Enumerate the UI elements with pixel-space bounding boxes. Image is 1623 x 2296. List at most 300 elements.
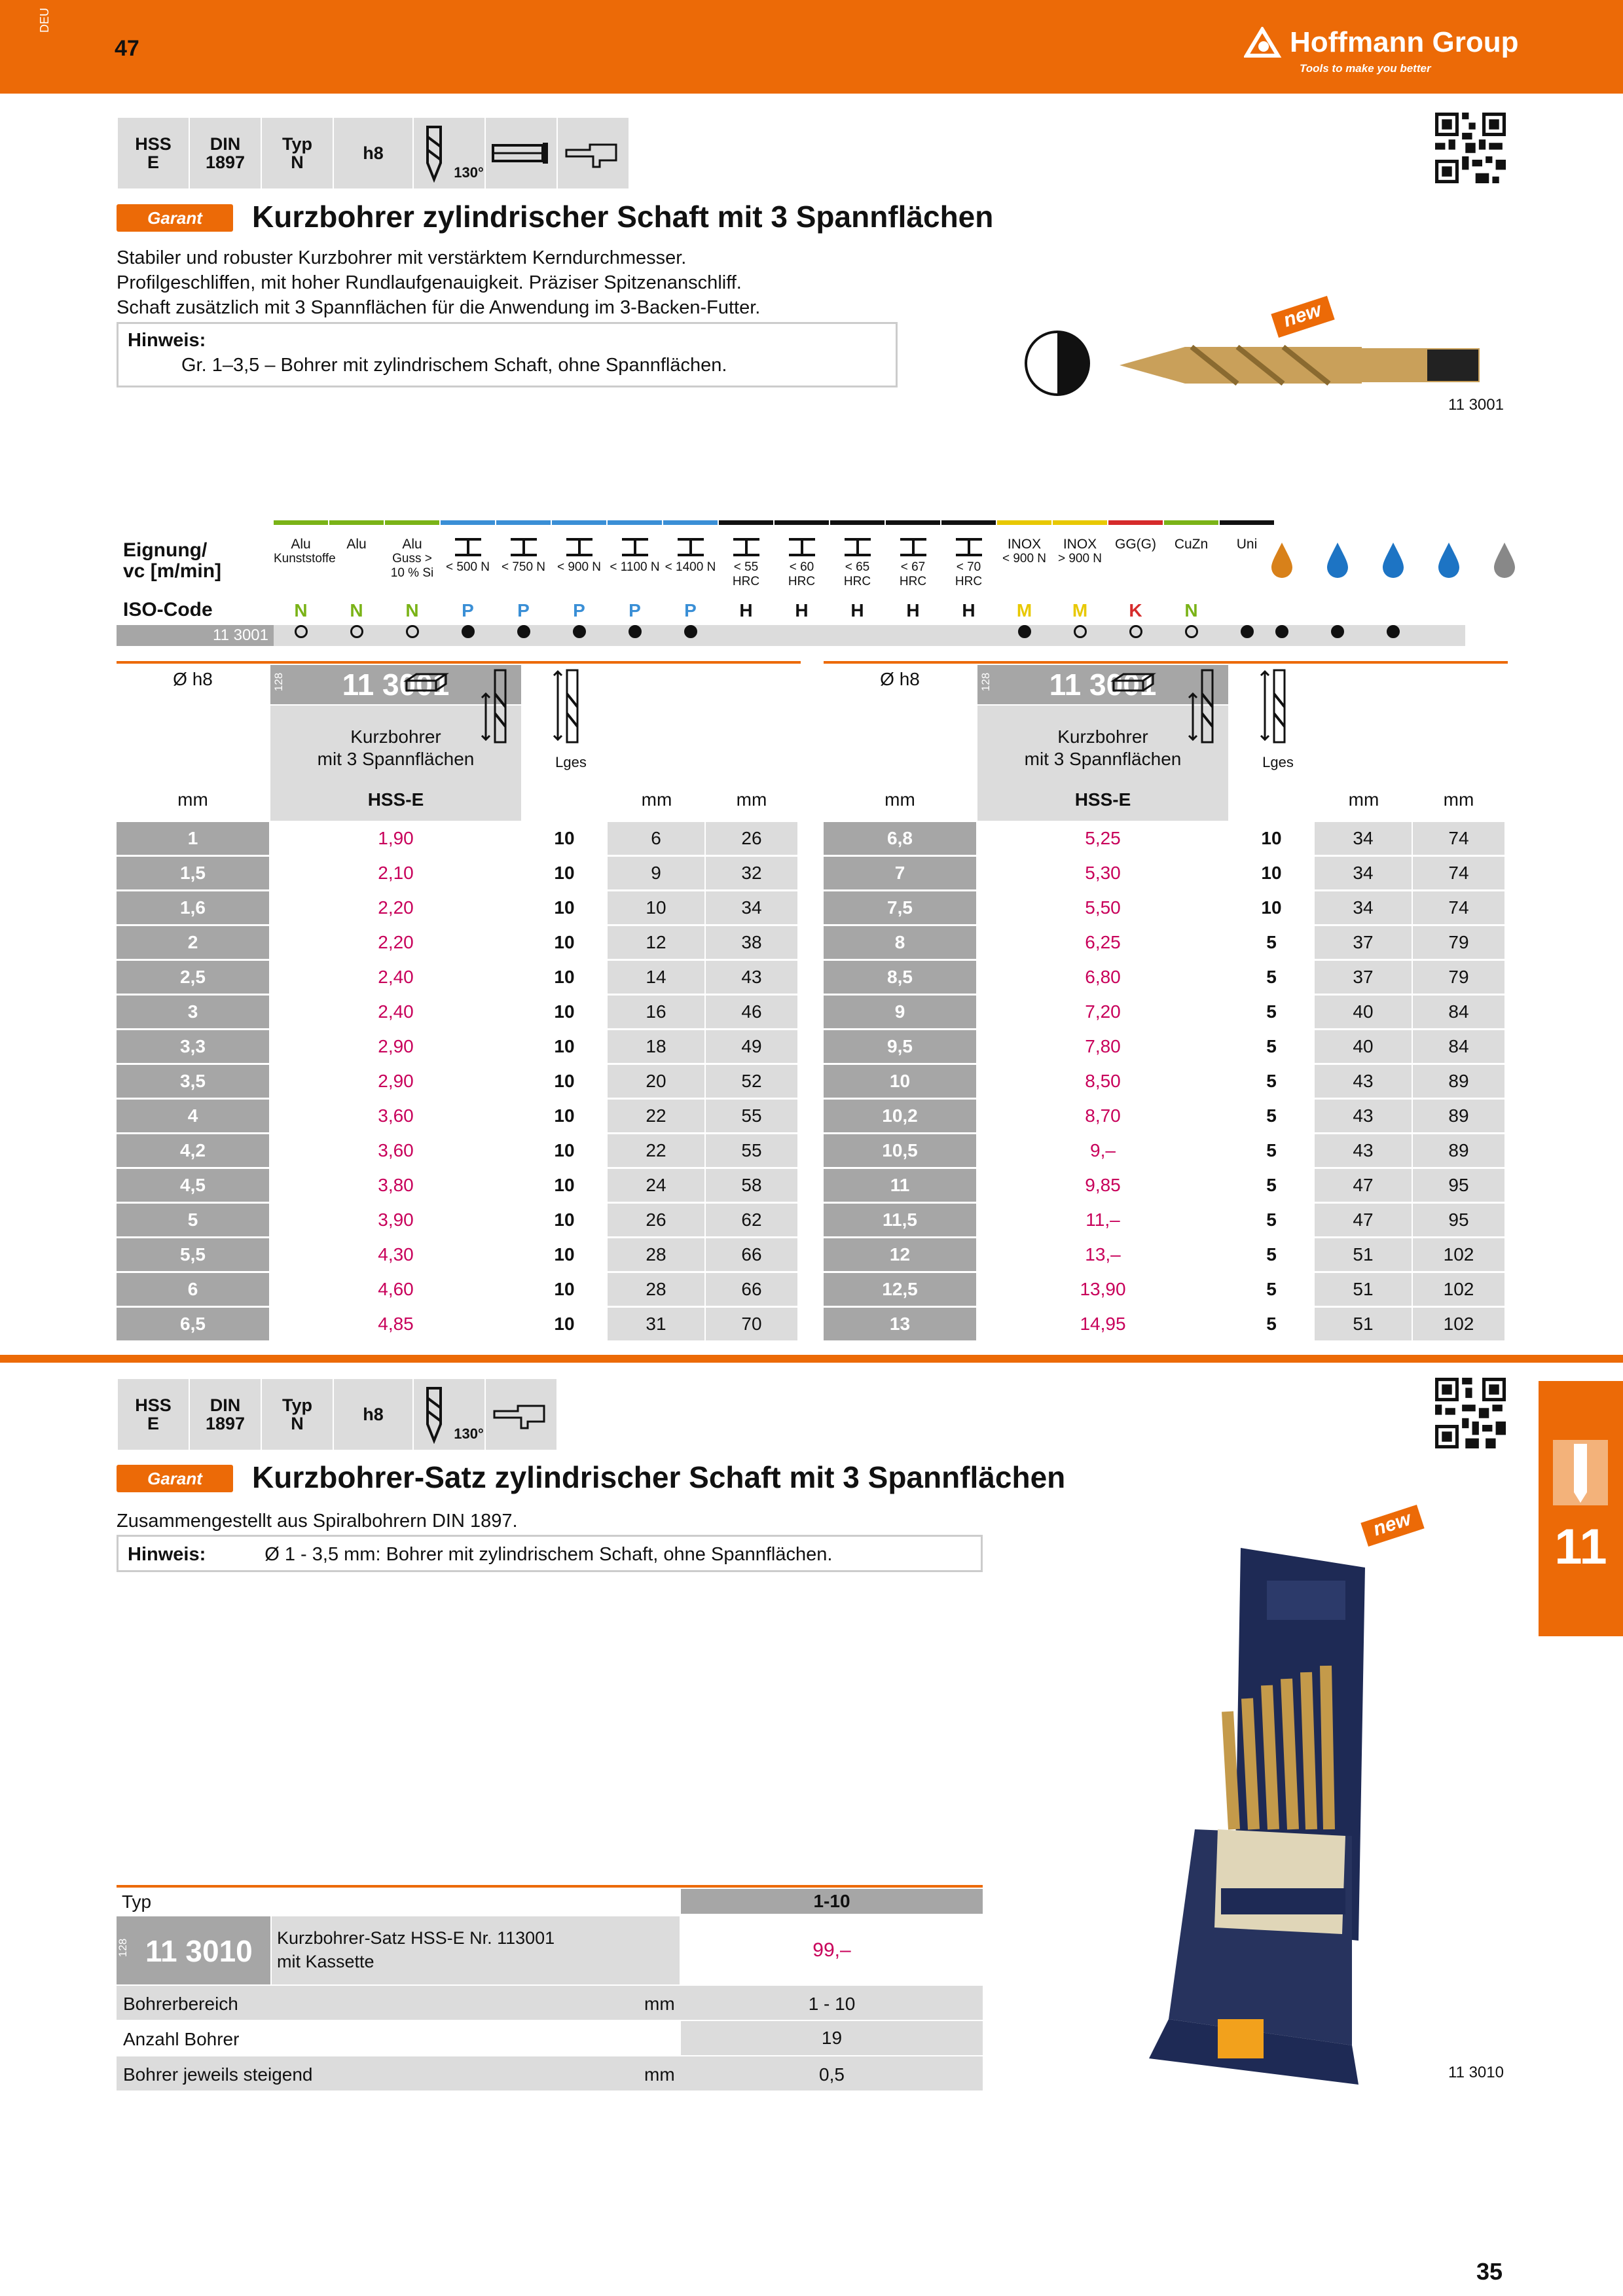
spec-label: Bohrer jeweils steigend: [123, 2064, 313, 2085]
note-label: Hinweis:: [128, 1544, 206, 1565]
pack-qty-cell: 10: [522, 1308, 606, 1340]
flute-length-cell: 10: [608, 891, 704, 924]
suitability-dot: [406, 625, 419, 638]
material-top: Uni: [1236, 537, 1258, 552]
diameter-header: Ø h8: [880, 669, 920, 689]
total-length-cell: 34: [706, 891, 797, 924]
price-cell: 7,80: [977, 1030, 1228, 1063]
material-color-bar: [608, 520, 662, 525]
diameter-cell: 10,5: [824, 1134, 976, 1167]
pack-qty-cell: 10: [522, 1134, 606, 1167]
new-badge: new: [1360, 1505, 1424, 1547]
material-label: [941, 537, 996, 589]
diameter-cell: 4,2: [117, 1134, 269, 1167]
spec-unit: mm: [644, 1994, 675, 2014]
suitability-column: [385, 520, 439, 646]
suitability-dot: [462, 625, 475, 638]
price-cell: 2,90: [270, 1065, 521, 1098]
pack-qty-cell: 5: [1230, 1273, 1313, 1306]
pack-qty-cell: 10: [522, 891, 606, 924]
suitability-article: 11 3001: [117, 625, 274, 646]
flute-length-cell: 34: [1315, 891, 1412, 924]
pack-qty-cell: 10: [522, 1065, 606, 1098]
material-label: [608, 537, 662, 575]
total-length-cell: 74: [1413, 857, 1504, 889]
pack-qty-cell: 5: [1230, 1238, 1313, 1271]
material-sub: Guss > 10 % Si: [390, 552, 434, 580]
drill-set-case-image: [1142, 1548, 1391, 2098]
suitability-dot: [295, 625, 308, 638]
material-label: [385, 537, 439, 581]
pack-qty-cell: 10: [522, 996, 606, 1028]
flute-length-cell: 43: [1315, 1065, 1412, 1098]
desc-line1: Kurzbohrer: [1057, 726, 1148, 747]
description-line: Profilgeschliffen, mit hoher Rundlaufgenauigkeit. Präziser Spitzenanschliff.: [117, 272, 742, 293]
material-color-bar: [941, 520, 996, 525]
flute-length-cell: 51: [1315, 1238, 1412, 1271]
dry-icon: [1436, 540, 1462, 579]
chapter-tab[interactable]: [1539, 1381, 1623, 1636]
din-icon: [189, 117, 262, 190]
iso-code: N: [405, 600, 419, 620]
unit-flute: mm: [641, 789, 672, 810]
image-caption: 11 3001: [1448, 396, 1504, 414]
material-label: [830, 537, 884, 589]
material-label: [1164, 537, 1218, 552]
total-length-cell: 102: [1413, 1273, 1504, 1306]
iso-code-label: ISO-Code: [123, 599, 213, 620]
product1-title: Kurzbohrer zylindrischer Schaft mit 3 Spannflächen: [252, 200, 994, 234]
steel-beam-icon: [843, 537, 872, 557]
set-spec-row: [117, 2021, 983, 2055]
suitability-dot: [1241, 625, 1254, 638]
point-angle-icon: [412, 1378, 486, 1451]
water-drop-icon: [1324, 540, 1351, 579]
total-length-cell: 74: [1413, 891, 1504, 924]
note-text: Gr. 1–3,5 – Bohrer mit zylindrischem Schaft, ohne Spannflächen.: [181, 355, 727, 376]
din-label: DIN 1897: [205, 134, 246, 172]
material-sub: < 1100 N: [610, 560, 660, 574]
suitability-dot: [1074, 625, 1087, 638]
total-length-cell: 84: [1413, 1030, 1504, 1063]
suitability-dot: [517, 625, 530, 638]
diameter-cell: 5: [117, 1204, 269, 1236]
material-top: Alu: [402, 537, 422, 552]
product2-note-box: [117, 1535, 983, 1572]
pack-qty-cell: 10: [522, 1238, 606, 1271]
set-table-type-row: [117, 1889, 983, 1914]
brand-name: Hoffmann Group: [1290, 26, 1519, 58]
pack-qty-cell: 10: [522, 1030, 606, 1063]
point-angle-label: 130°: [454, 1426, 484, 1442]
price-cell: 13,–: [977, 1238, 1228, 1271]
typ-icon: [261, 117, 334, 190]
suitability-column: [1164, 520, 1218, 646]
material-top: Alu: [346, 537, 367, 552]
price-cell: 7,20: [977, 996, 1228, 1028]
tolerance-label: h8: [363, 143, 384, 163]
flute-length-cell: 24: [608, 1169, 704, 1202]
suitability-dot: [1387, 625, 1400, 638]
description-line: Stabiler und robuster Kurzbohrer mit verstärktem Kerndurchmesser.: [117, 247, 687, 268]
article-number: 11 3010: [145, 1934, 253, 1968]
pack-qty-cell: 5: [1230, 1134, 1313, 1167]
pack-qty-cell: 10: [1230, 857, 1313, 889]
material-label: [775, 537, 829, 589]
material-label: [496, 537, 551, 575]
price-cell: 2,40: [270, 996, 521, 1028]
package-quantity-icon: [403, 668, 449, 746]
code-small: 128: [117, 1938, 130, 1958]
unit-material: HSS-E: [367, 789, 424, 810]
price-cell: 14,95: [977, 1308, 1228, 1340]
suitability-dot: [350, 625, 363, 638]
set-price: 99,–: [812, 1939, 851, 1961]
suitability-column: [441, 520, 495, 646]
price-cell: 3,90: [270, 1204, 521, 1236]
material-label: [886, 537, 940, 589]
price-cell: 5,50: [977, 891, 1228, 924]
diameter-cell: 8,5: [824, 961, 976, 994]
steel-beam-icon: [788, 537, 816, 557]
product1-description: [117, 245, 760, 320]
suitability-dot: [629, 625, 642, 638]
steel-beam-icon: [676, 537, 705, 557]
diameter-cell: 2,5: [117, 961, 269, 994]
set-desc-line1: Kurzbohrer-Satz HSS-E Nr. 113001: [277, 1928, 555, 1948]
material-sub: < 1400 N: [665, 560, 716, 574]
price-cell: 9,85: [977, 1169, 1228, 1202]
total-length-cell: 84: [1413, 996, 1504, 1028]
total-length-cell: 52: [706, 1065, 797, 1098]
brand-logo[interactable]: [1244, 26, 1519, 59]
page-number: 35: [1476, 2258, 1503, 2285]
water-drop-column: [1318, 520, 1357, 646]
spec-unit: mm: [644, 2064, 675, 2085]
diameter-cell: 3,3: [117, 1030, 269, 1063]
material-sub: < 500 N: [445, 560, 490, 574]
language-code: DEU: [38, 7, 51, 33]
three-flats-shank-icon: [484, 117, 558, 190]
total-length-icon: [1256, 668, 1302, 746]
total-length-cell: 43: [706, 961, 797, 994]
price-cell: 2,20: [270, 926, 521, 959]
price-cell: 9,–: [977, 1134, 1228, 1167]
steel-beam-icon: [899, 537, 928, 557]
material-color-bar: [1164, 520, 1218, 525]
iso-code: H: [795, 600, 809, 620]
tolerance-label: h8: [363, 1405, 384, 1424]
material-label: [663, 537, 718, 575]
pack-qty-cell: 5: [1230, 926, 1313, 959]
spec-label: Anzahl Bohrer: [123, 2029, 240, 2049]
diameter-cell: 6,8: [824, 822, 976, 855]
total-length-cell: 74: [1413, 822, 1504, 855]
suitability-dot: [1129, 625, 1142, 638]
total-length-cell: 102: [1413, 1308, 1504, 1340]
flute-length-cell: 9: [608, 857, 704, 889]
desc-line2: mit 3 Spannflächen: [1024, 749, 1182, 769]
iso-code: P: [517, 600, 530, 620]
price-cell: 5,30: [977, 857, 1228, 889]
price-cell: 3,60: [270, 1100, 521, 1132]
suitability-column: [496, 520, 551, 646]
material-sub: < 900 N: [1002, 552, 1047, 565]
flute-length-cell: 31: [608, 1308, 704, 1340]
iso-code: H: [850, 600, 864, 620]
suitability-label: Eignung/: [123, 539, 208, 561]
total-length-cell: 95: [1413, 1204, 1504, 1236]
hss-e-icon: [117, 1378, 190, 1451]
total-length-cell: 49: [706, 1030, 797, 1063]
suitability-column: [552, 520, 606, 646]
material-label: [274, 537, 336, 566]
set-desc-line2: mit Kassette: [277, 1952, 374, 1971]
material-label: [719, 537, 773, 589]
total-length-icon: [549, 668, 594, 746]
material-sub: < 60 HRC: [788, 560, 816, 588]
steel-beam-icon: [732, 537, 761, 557]
flute-length-cell: 14: [608, 961, 704, 994]
set-table-top-line: [117, 1885, 983, 1888]
iso-code: H: [739, 600, 753, 620]
total-length-cell: 46: [706, 996, 797, 1028]
type-label: Typ: [122, 1892, 152, 1912]
price-cell: 8,50: [977, 1065, 1228, 1098]
set-spec-row: [117, 2056, 983, 2090]
material-color-bar: [329, 520, 384, 525]
desc-line2: mit 3 Spannflächen: [317, 749, 475, 769]
description-line: Schaft zusätzlich mit 3 Spannflächen für die Anwendung im 3-Backen-Futter.: [117, 297, 761, 318]
material-color-bar: [663, 520, 718, 525]
material-label: [441, 537, 495, 575]
material-color-bar: [274, 520, 328, 525]
diameter-cell: 8: [824, 926, 976, 959]
pack-qty-cell: 5: [1230, 1065, 1313, 1098]
pack-qty-cell: 10: [522, 1100, 606, 1132]
drill-chapter-icon: [1553, 1440, 1608, 1505]
diameter-cell: 11: [824, 1169, 976, 1202]
pack-qty-cell: 10: [522, 1204, 606, 1236]
diameter-cell: 13: [824, 1308, 976, 1340]
material-sub: < 900 N: [556, 560, 602, 574]
diameter-cell: 4: [117, 1100, 269, 1132]
unit-diameter: mm: [177, 789, 208, 810]
diameter-cell: 1,6: [117, 891, 269, 924]
iso-code: P: [684, 600, 697, 620]
material-top: INOX: [1063, 537, 1097, 552]
suitability-columns: [274, 520, 1465, 646]
flute-length-cell: 51: [1315, 1273, 1412, 1306]
pack-qty-cell: 10: [522, 822, 606, 855]
iso-code: N: [1184, 600, 1198, 620]
flute-length-cell: 40: [1315, 996, 1412, 1028]
diameter-cell: 1: [117, 822, 269, 855]
flute-length-cell: 12: [608, 926, 704, 959]
flute-length-cell: 43: [1315, 1100, 1412, 1132]
material-color-bar: [385, 520, 439, 525]
spec-value: 19: [681, 2021, 983, 2055]
typ-label: Typ N: [282, 134, 312, 172]
emulsion-column: [1374, 520, 1413, 646]
point-angle-label: 130°: [454, 164, 484, 181]
material-top: Alu: [291, 537, 311, 552]
drill-tip-icon: [414, 124, 454, 183]
article-cell: [117, 1916, 270, 1984]
qr-code-icon[interactable]: [1435, 113, 1506, 183]
total-length-label: Lges: [555, 754, 587, 770]
price-cell: 2,90: [270, 1030, 521, 1063]
price-cell: 8,70: [977, 1100, 1228, 1132]
suitability-dot: [573, 625, 586, 638]
suitability-dot: [684, 625, 697, 638]
total-length-cell: 89: [1413, 1134, 1504, 1167]
hss-e-label: HSS E: [135, 134, 172, 172]
pack-qty-cell: 10: [522, 857, 606, 889]
diameter-cell: 9: [824, 996, 976, 1028]
drill-tip-icon: [414, 1385, 454, 1444]
material-sub: < 65 HRC: [843, 560, 871, 588]
pack-qty-cell: 5: [1230, 1308, 1313, 1340]
flute-length-icon: [477, 668, 522, 746]
flute-length-cell: 28: [608, 1273, 704, 1306]
pack-qty-cell: 10: [522, 961, 606, 994]
flute-length-cell: 40: [1315, 1030, 1412, 1063]
pack-qty-cell: 10: [1230, 891, 1313, 924]
suitability-dot: [1275, 625, 1288, 638]
typ-label: Typ N: [282, 1395, 312, 1433]
product1-note-box: [117, 322, 898, 387]
spec-value: 0,5: [819, 2064, 845, 2085]
material-color-bar: [830, 520, 884, 525]
section-divider: [0, 1355, 1623, 1363]
total-length-cell: 32: [706, 857, 797, 889]
drill-table-right: [824, 661, 1508, 1335]
total-length-cell: 26: [706, 822, 797, 855]
catalog-page-ref: 47: [115, 36, 139, 61]
suitability-column: [775, 520, 829, 646]
pack-qty-cell: 10: [522, 1169, 606, 1202]
price-cell: 6,80: [977, 961, 1228, 994]
material-sub: < 55 HRC: [732, 560, 760, 588]
suitability-column: [886, 520, 940, 646]
diameter-cell: 12,5: [824, 1273, 976, 1306]
total-length-cell: 55: [706, 1100, 797, 1132]
qr-code-icon[interactable]: [1435, 1378, 1506, 1448]
unit-total: mm: [736, 789, 767, 810]
suitability-column: [608, 520, 662, 646]
material-color-bar: [997, 520, 1051, 525]
hoffmann-logo-icon: [1244, 27, 1283, 58]
suitability-column: [830, 520, 884, 646]
steel-beam-icon: [454, 537, 483, 557]
price-cell: 6,25: [977, 926, 1228, 959]
price-cell: 2,20: [270, 891, 521, 924]
price-cell: 5,25: [977, 822, 1228, 855]
din-icon: [189, 1378, 262, 1451]
emulsion-icon: [1380, 540, 1406, 579]
total-length-cell: 79: [1413, 926, 1504, 959]
package-quantity-icon: [1110, 668, 1156, 746]
pack-qty-cell: 10: [522, 926, 606, 959]
total-length-cell: 95: [1413, 1169, 1504, 1202]
diameter-cell: 6,5: [117, 1308, 269, 1340]
spec-label: Bohrerbereich: [123, 1994, 238, 2014]
diameter-cell: 3,5: [117, 1065, 269, 1098]
cutting-speed-label: vc [m/min]: [123, 560, 222, 582]
drill-table-left: [117, 661, 801, 1335]
flute-length-cell: 16: [608, 996, 704, 1028]
flute-length-cell: 37: [1315, 926, 1412, 959]
diameter-cell: 1,5: [117, 857, 269, 889]
chapter-number: 11: [1554, 1519, 1607, 1575]
flute-length-cell: 22: [608, 1134, 704, 1167]
iso-code: N: [294, 600, 308, 620]
flute-length-cell: 22: [608, 1100, 704, 1132]
price-cell: 3,60: [270, 1134, 521, 1167]
price-cell: 11,–: [977, 1204, 1228, 1236]
hss-e-icon: [117, 117, 190, 190]
suitability-column: [941, 520, 996, 646]
total-length-cell: 38: [706, 926, 797, 959]
pack-qty-cell: 5: [1230, 961, 1313, 994]
price-cell: 2,40: [270, 961, 521, 994]
set-spec-row: [117, 1986, 983, 2020]
pack-qty-cell: 5: [1230, 1100, 1313, 1132]
flute-length-cell: 6: [608, 822, 704, 855]
suitability-column: [997, 520, 1051, 646]
code-small: 128: [979, 672, 993, 692]
diameter-cell: 10: [824, 1065, 976, 1098]
desc-line1: Kurzbohrer: [350, 726, 441, 747]
point-angle-icon: [412, 117, 486, 190]
material-color-bar: [496, 520, 551, 525]
total-length-cell: 55: [706, 1134, 797, 1167]
diameter-cell: 10,2: [824, 1100, 976, 1132]
table-top-line: [117, 661, 801, 664]
suitability-column: [663, 520, 718, 646]
pack-qty-cell: 10: [522, 1273, 606, 1306]
flute-length-cell: 43: [1315, 1134, 1412, 1167]
table-top-line: [824, 661, 1508, 664]
diameter-cell: 2: [117, 926, 269, 959]
product2-description: Zusammengestellt aus Spiralbohrern DIN 1897.: [117, 1511, 518, 1532]
garant-brand-badge: Garant: [117, 1465, 233, 1492]
garant-brand-badge: Garant: [117, 204, 233, 232]
suitability-dot: [1331, 625, 1344, 638]
iso-code: K: [1129, 600, 1142, 620]
note-label: Hinweis:: [128, 330, 206, 351]
total-length-cell: 58: [706, 1169, 797, 1202]
suitability-dot: [1185, 625, 1198, 638]
iso-code: M: [1016, 600, 1032, 620]
unit-material: HSS-E: [1074, 789, 1131, 810]
product2-title: Kurzbohrer-Satz zylindrischer Schaft mit 3 Spannflächen: [252, 1460, 1066, 1494]
diameter-cell: 7,5: [824, 891, 976, 924]
total-length-cell: 66: [706, 1238, 797, 1271]
material-label: [329, 537, 384, 552]
material-top: INOX: [1007, 537, 1042, 552]
price-cell: 13,90: [977, 1273, 1228, 1306]
suitability-column: [274, 520, 336, 646]
diameter-cell: 6: [117, 1273, 269, 1306]
suitability-column: [719, 520, 773, 646]
oil-drop-column: [1262, 520, 1302, 646]
brand-slogan: Tools to make you better: [1300, 62, 1431, 75]
flute-length-cell: 20: [608, 1065, 704, 1098]
diameter-cell: 7: [824, 857, 976, 889]
diameter-cell: 11,5: [824, 1204, 976, 1236]
